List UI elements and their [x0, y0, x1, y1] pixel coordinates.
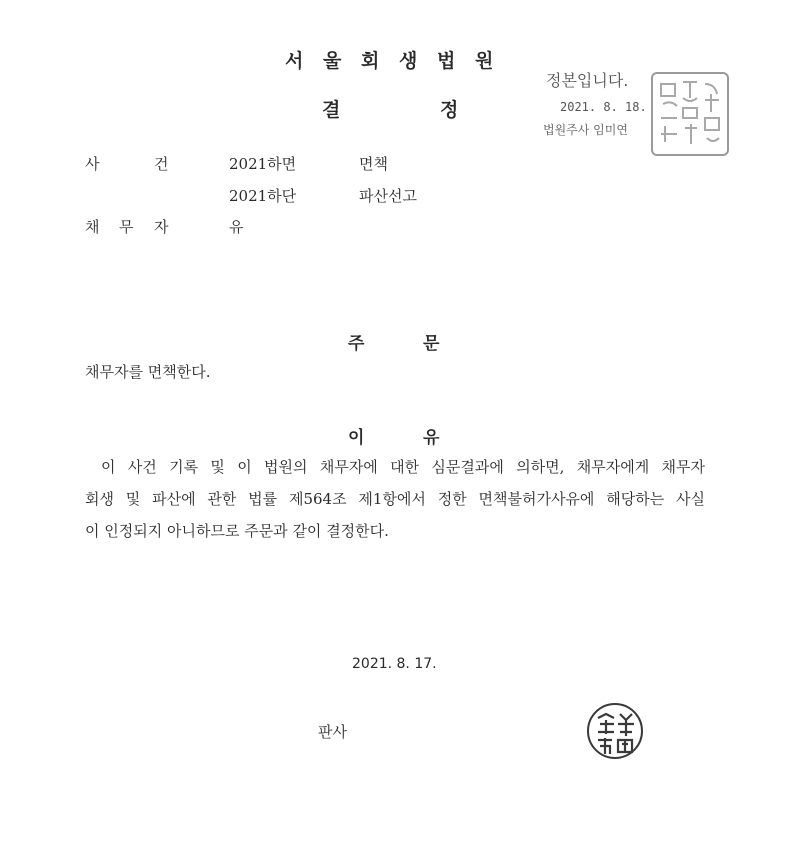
case-title: 파산선고	[359, 187, 417, 205]
decision-date: 2021. 8. 17.	[352, 656, 437, 672]
certification-date: 2021. 8. 18.	[560, 100, 647, 114]
reason-line: 회생 및 파산에 관한 법률 제564조 제1항에서 정한 면책불허가사유에 해당하는 사실	[85, 490, 705, 508]
order-heading-char: 문	[423, 334, 440, 354]
court-name-char: 회	[361, 50, 381, 72]
square-seal-icon	[651, 72, 729, 156]
case-number: 2021하단	[229, 187, 297, 205]
debtor-label-char: 자	[154, 218, 169, 236]
court-name-char: 법	[437, 50, 457, 72]
certification-clerk: 법원주사 임미연	[543, 123, 628, 137]
case-title: 면책	[359, 155, 388, 173]
document-type-char: 정	[440, 99, 460, 121]
court-name-char: 서	[285, 50, 305, 72]
court-name-char: 울	[323, 50, 343, 72]
reason-line: 이 사건 기록 및 이 법원의 채무자에 대한 심문결과에 의하면, 채무자에게 채무자	[101, 458, 705, 476]
court-name-char: 생	[399, 50, 419, 72]
reason-paragraph	[85, 451, 705, 547]
case-label-char: 건	[154, 155, 169, 173]
reason-heading-char: 이	[348, 428, 365, 448]
debtor-label-char: 채	[85, 218, 100, 236]
court-name-char: 원	[475, 50, 495, 72]
document-type-char: 결	[322, 99, 342, 121]
debtor-label-char: 무	[119, 218, 134, 236]
case-label-char: 사	[85, 155, 100, 173]
order-text: 채무자를 면책한다.	[85, 363, 211, 381]
certification-label: 정본입니다.	[546, 71, 629, 90]
judge-label: 판사	[318, 723, 347, 741]
reason-heading-char: 유	[423, 428, 440, 448]
case-number: 2021하면	[229, 155, 297, 173]
judge-seal-icon	[586, 702, 644, 760]
reason-line: 이 인정되지 아니하므로 주문과 같이 결정한다.	[85, 522, 389, 540]
debtor-name: 유	[229, 218, 244, 236]
order-heading-char: 주	[348, 334, 365, 354]
